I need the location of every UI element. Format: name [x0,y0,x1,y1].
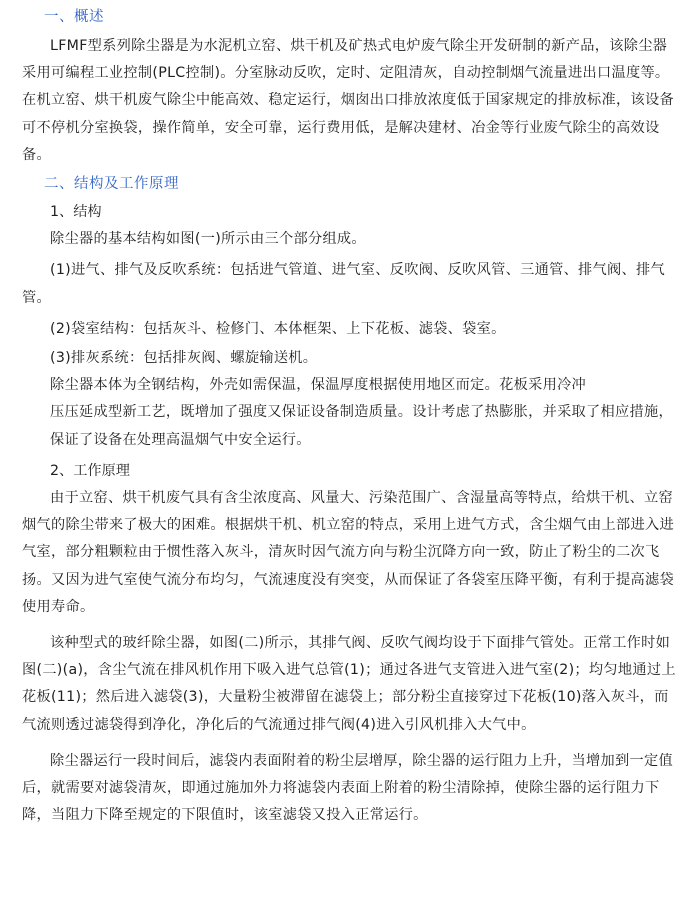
overview-paragraph: LFMF型系列除尘器是为水泥机立窑、烘干机及矿热式电炉废气除尘开发研制的新产品，该除尘器采用可编程工业控制(PLC控制)。分室脉动反吹，定时、定阻清灰，自动控制烟气流量进出口温度等。在机立窑、烘干机废气除尘中能高效、稳定运行，烟囱出口排放浓度低于国家规定的排放标准，该设备可不停机分室换袋，操作简单，安全可靠，运行费用低，是解决建材、冶金等行业废气除尘的高效设备。 [22,38,674,163]
structure-item-2: (2)袋室结构：包括灰斗、检修门、本体框架、上下花板、滤袋、袋室。 [50,320,506,337]
principle-paragraph-1: 由于立窑、烘干机废气具有含尘浓度高、风量大、污染范围广、含湿量高等特点，给烘干机、立窑烟气的除尘带来了极大的困难。根据烘干机、机立窑的特点，采用上进气方式，含尘烟气由上部进入进气室，部分粗颗粒由于惯性落入灰斗，清灰时因气流方向与粉尘沉降方向一致，防止了粉尘的二次飞扬。又因为进气室使气流分布均匀，气流速度没有突变，从而保证了各袋室压降平衡，有利于提高滤袋使用寿命。 [22,490,674,615]
principle-paragraph-2: 该种型式的玻纤除尘器，如图(二)所示，其排气阀、反吹气阀均设于下面排气管处。正常工作时如图(二)(a)，含尘气流在排风机作用下吸入进气总管(1)；通过各进气支管进入进气室(2)；均匀地通过上花板(11)；然后进入滤袋(3)，大量粉尘被滞留在滤袋上；部分粉尘直接穿过下花板(10)落入灰斗，而气流则透过滤袋得到净化，净化后的气流通过排气阀(4)进入引风机排入大气中。 [22,635,676,733]
structure-item-1: (1)进气、排气及反吹系统：包括进气管道、进气室、反吹阀、反吹风管、三通管、排气阀、排气管。 [22,262,665,306]
structure-body-lead: 除尘器本体为全钢结构，外壳如需保温，保温厚度根据使用地区而定。花板采用冷冲 [50,377,587,394]
structure-intro: 除尘器的基本结构如图(一)所示由三个部分组成。 [50,231,366,248]
principle-paragraph-3: 除尘器运行一段时间后，滤袋内表面附着的粉尘层增厚，除尘器的运行阻力上升，当增加到一定值后，就需要对滤袋清灰，即通过施加外力将滤袋内表面上附着的粉尘清除掉，使除尘器的运行阻力下降，当阻力下降至规定的下限值时，该室滤袋又投入正常运行。 [22,752,673,824]
structure-subheading: 1、结构 [50,204,102,221]
structure-body-rest: 压压延成型新工艺，既增加了强度又保证设备制造质量。设计考虑了热膨胀，并采取了相应措施，保证了设备在处理高温烟气中安全运行。 [50,404,673,448]
section-1-heading: 一、概述 [44,9,104,25]
principle-subheading: 2、工作原理 [50,462,130,479]
section-2-heading: 二、结构及工作原理 [44,176,179,193]
structure-item-3: (3)排灰系统：包括排灰阀、螺旋输送机。 [50,350,318,367]
